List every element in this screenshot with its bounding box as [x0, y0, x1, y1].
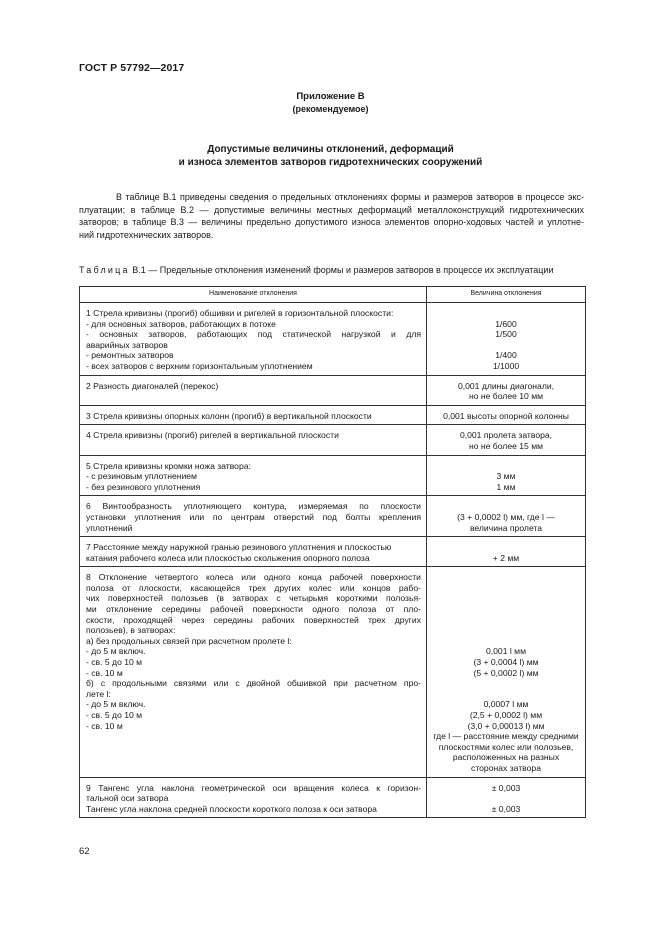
value-spacer: [431, 615, 581, 626]
deviation-name-line: 1 Стрела кривизны (прогиб) обшивки и ригелей в горизонтальной плоскости:: [86, 308, 394, 318]
deviation-value-line: (5 + 0,0002 l) мм: [473, 667, 539, 678]
deviation-value-line: (3 + 0,0004 l) мм: [473, 657, 539, 668]
deviation-value-line: 3 мм: [496, 471, 516, 482]
deviation-value-line: плоскостями колес или полозьев,: [438, 741, 574, 752]
deviation-name-line: 5 Стрела кривизны кромки ножа затвора:: [86, 460, 251, 471]
deviation-name-cell: [80, 567, 427, 777]
deviation-name-line: - с резиновым уплотнением: [86, 471, 197, 482]
deviation-value-line: + 2 мм: [492, 552, 520, 563]
value-spacer: [431, 461, 581, 472]
deviation-value-line: где l — расстояние между средними: [433, 731, 579, 742]
deviation-name-cell: [80, 375, 427, 405]
deviation-value-cell: [427, 425, 586, 455]
deviation-name-line: тальной оси затвора: [86, 793, 169, 804]
deviation-value-cell: [427, 567, 586, 777]
table-caption-label: Таблица: [79, 265, 130, 275]
table-caption-text: В.1 — Предельные отклонения изменений формы и размеров затворов в процессе их эксплуатации: [132, 265, 554, 275]
deviation-value-cell: [427, 537, 586, 567]
deviation-name-line: 4 Стрела кривизны (прогиб) ригелей в вертикальной плоскости: [86, 430, 339, 441]
deviation-name-cell: [80, 405, 427, 425]
deviation-value-line: (3,0 + 0,00013 l) мм: [467, 720, 545, 731]
deviation-value-cell: [427, 405, 586, 425]
deviation-name-line: катания рабочего колеса или плоскостью скольжения опорного полоза: [86, 552, 370, 563]
appendix-subtitle: (рекомендуемое): [292, 104, 369, 114]
deviation-value-line: величина пролета: [469, 522, 543, 533]
deviation-name-line: - основных затворов, работающих под статической нагрузкой и для: [86, 329, 421, 340]
deviation-name-line: чих поверхностей полозьев (в затворах с четырьмя короткими полозья-: [86, 593, 421, 604]
table-row: [80, 405, 586, 425]
deviation-name-line: 8 Отклонение четвертого колеса или одного конца рабочей поверхности: [86, 572, 421, 583]
deviation-name-line: - св. 5 до 10 м: [86, 657, 143, 668]
value-spacer: [431, 593, 581, 604]
deviation-value-line: 1/1000: [492, 360, 520, 371]
deviation-value-line: но не более 15 мм: [468, 440, 544, 451]
value-spacer: [431, 572, 581, 583]
deviation-value-cell: [427, 777, 586, 818]
intro-line: затворов; в таблице В.3 — величины предельно допустимого износа элементов опорно-ходовых частей и уплотне-: [79, 217, 584, 227]
deviation-name-line: аварийных затворов: [86, 339, 168, 350]
deviation-name-line: 2 Разность диагоналей (перекос): [86, 380, 219, 391]
deviation-value-line: ± 0,003: [491, 782, 521, 793]
deviation-value-line: 0,001 l мм: [485, 646, 526, 657]
deviation-name-line: - св. 10 м: [86, 667, 123, 678]
deviation-name-line: Тангенс угла наклона средней плоскости короткого полоза к оси затвора: [86, 803, 377, 814]
table-row: [80, 303, 586, 376]
deviation-name-line: полозьев), в затворах:: [86, 625, 176, 636]
deviation-name-line: б) с продольными связями или с двойной обшивкой при расчетном про-: [86, 678, 421, 689]
intro-line: В таблице В.1 приведены сведения о предельных отклонениях формы и размеров затворов в процессе экс-: [116, 192, 584, 202]
table-row: [80, 537, 586, 567]
deviation-value-line: 1/500: [495, 329, 517, 340]
deviation-name-line: установки уплотнения или по центрам отверстий под болты крепления: [86, 511, 421, 522]
table-row: [80, 567, 586, 777]
deviations-table: [79, 286, 586, 818]
value-spacer: [431, 308, 581, 319]
table-header-row: [80, 287, 586, 303]
value-spacer: [431, 636, 581, 647]
deviation-value-line: 1/400: [495, 350, 517, 361]
deviation-value-cell: [427, 496, 586, 537]
deviation-value-line: (3 + 0,0002 l) мм, где l —: [457, 511, 555, 522]
table-row: [80, 777, 586, 818]
deviation-name-line: - ремонтных затворов: [86, 350, 174, 361]
table-row: [80, 455, 586, 496]
deviation-value-cell: [427, 455, 586, 496]
deviation-value-line: расположенных на разных: [452, 752, 560, 763]
value-spacer: [431, 583, 581, 594]
deviation-value-line: 0,001 длины диагонали,: [457, 380, 555, 391]
document-code: ГОСТ Р 57792—2017: [79, 62, 185, 74]
value-spacer: [431, 689, 581, 700]
value-spacer: [431, 542, 581, 553]
deviation-name-line: полоза от плоскости, касающейся трех других колес или концов рабо-: [86, 582, 421, 593]
deviation-name-cell: [80, 455, 427, 496]
deviation-name-cell: [80, 425, 427, 455]
value-spacer: [431, 340, 581, 351]
deviation-value-line: ± 0,003: [491, 803, 521, 814]
deviation-name-line: - до 5 м включ.: [86, 699, 146, 710]
deviation-value-line: (2,5 + 0,0002 l) мм: [469, 710, 543, 720]
deviation-name-line: 3 Стрела кривизны опорных колонн (прогиб) в вертикальной плоскости: [86, 410, 372, 421]
deviation-name-line: - всех затворов с верхним горизонтальным уплотнением: [86, 360, 313, 371]
deviation-name-cell: [80, 537, 427, 567]
table-row: [80, 425, 586, 455]
deviation-name-line: уплотнений: [86, 522, 133, 533]
value-spacer: [431, 625, 581, 636]
intro-line: ний гидротехнических затворов.: [79, 229, 214, 240]
appendix-heading-line-2: и износа элементов затворов гидротехнических сооружений: [178, 157, 483, 168]
deviation-name-line: - св. 10 м: [86, 720, 123, 731]
intro-line: плуатации; в таблице В.2 — допустимые величины местных деформаций металлоконструкций гидротехнических: [79, 204, 584, 215]
page-number: 62: [79, 846, 90, 857]
deviation-value-cell: [427, 303, 586, 376]
deviation-value-line: но не более 10 мм: [468, 391, 544, 402]
deviation-value-line: 0,001 пролета затвора,: [459, 430, 553, 441]
deviation-name-line: - св. 5 до 10 м: [86, 710, 143, 720]
value-spacer: [431, 501, 581, 512]
deviation-name-line: а) без продольных связей при расчетном пролете l:: [86, 635, 292, 646]
deviation-name-line: 9 Тангенс угла наклона геометрической оси вращения колеса к горизон-: [86, 782, 421, 793]
table-header-name: Наименование отклонения: [80, 287, 427, 303]
deviation-name-cell: [80, 777, 427, 818]
deviation-value-cell: [427, 375, 586, 405]
deviation-name-line: 6 Винтообразность уплотняющего контура, измеряемая по плоскости: [86, 501, 421, 512]
value-spacer: [431, 604, 581, 615]
deviation-name-line: - для основных затворов, работающих в потоке: [86, 318, 276, 329]
deviation-value-line: сторонах затвора: [471, 762, 541, 773]
value-spacer: [431, 678, 581, 689]
appendix-title: Приложение В: [296, 91, 365, 102]
table-row: [80, 375, 586, 405]
value-spacer: [431, 793, 581, 804]
table-header-value: Величина отклонения: [427, 287, 586, 303]
table-caption: [79, 265, 554, 275]
deviation-name-line: скости, проходящей через середины рабочих поверхностей трех других: [86, 614, 421, 625]
deviation-name-line: ми отклонение середины рабочей поверхности одного полоза от пло-: [86, 604, 421, 615]
deviation-name-line: - без резинового уплотнения: [86, 481, 201, 492]
intro-paragraph: [79, 191, 584, 241]
deviation-value-line: 0,001 высоты опорной колонны: [443, 410, 569, 421]
deviation-name-line: - до 5 м включ.: [86, 646, 146, 657]
table-row: [80, 496, 586, 537]
deviation-value-line: 0,0007 l мм: [483, 699, 529, 710]
deviation-name-cell: [80, 303, 427, 376]
deviation-value-line: 1/600: [495, 318, 517, 329]
deviation-value-line: 1 мм: [496, 481, 516, 492]
appendix-heading-line-1: Допустимые величины отклонений, деформаций: [207, 144, 454, 155]
deviation-name-cell: [80, 496, 427, 537]
deviation-name-line: лете l:: [86, 688, 111, 699]
deviation-name-line: 7 Расстояние между наружной гранью резинового уплотнения и плоскостью: [86, 542, 392, 553]
